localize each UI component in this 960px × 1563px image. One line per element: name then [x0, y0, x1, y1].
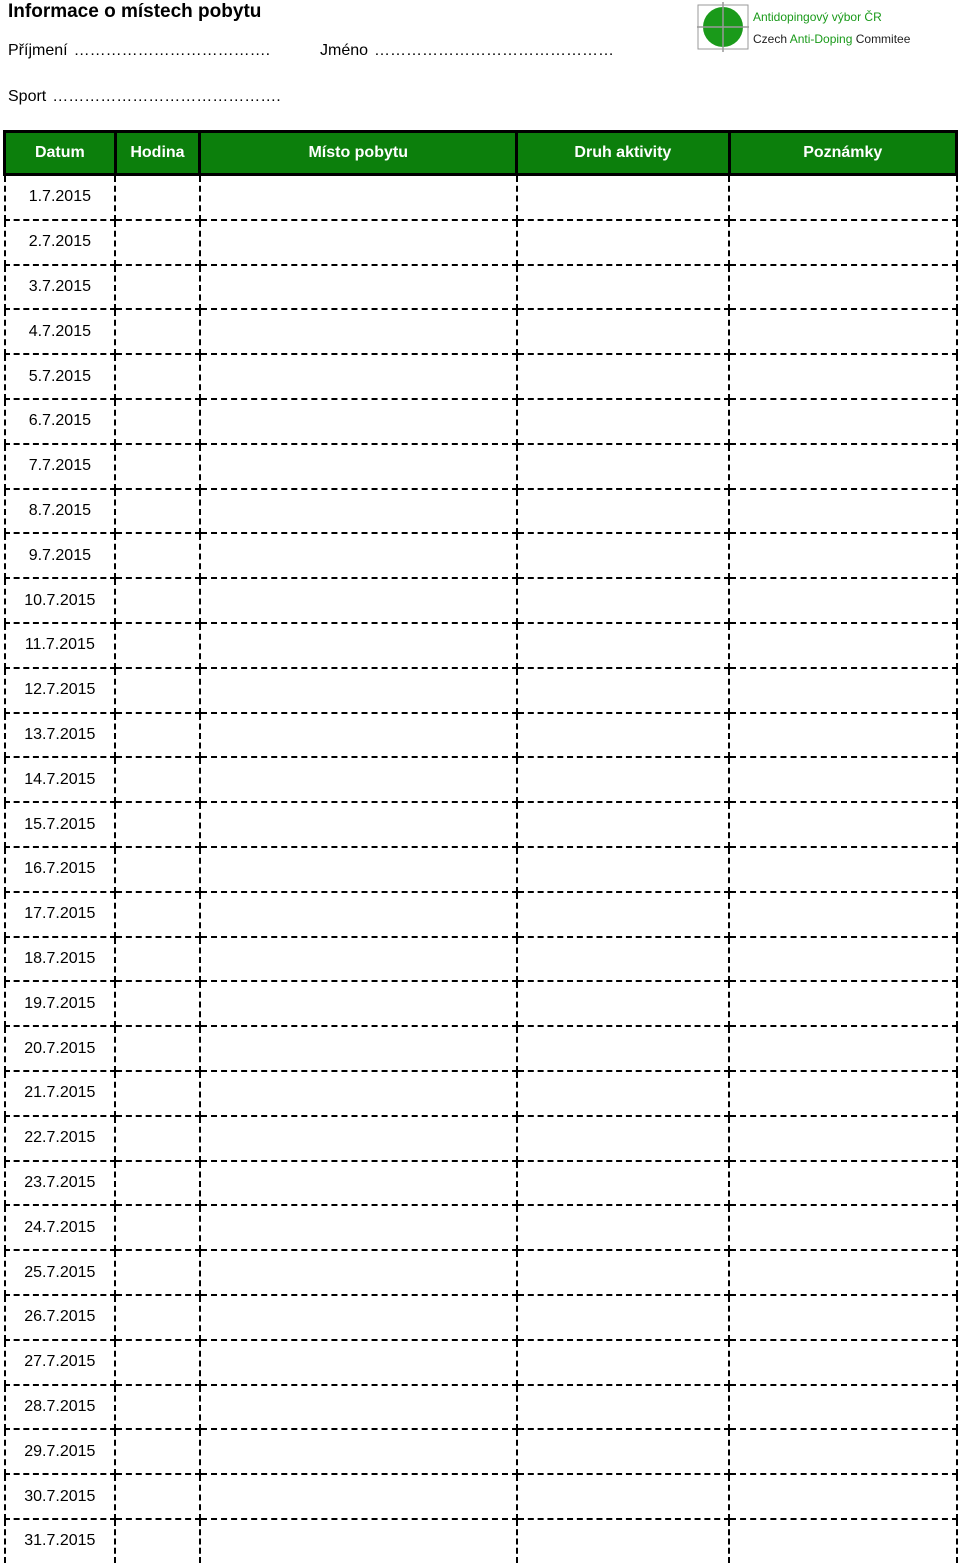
hour-cell[interactable] — [115, 847, 200, 892]
activity-cell[interactable] — [517, 802, 729, 847]
hour-cell[interactable] — [115, 981, 200, 1026]
date-cell: 4.7.2015 — [5, 309, 116, 354]
location-cell[interactable] — [200, 937, 517, 982]
location-cell[interactable] — [200, 1519, 517, 1563]
notes-cell[interactable] — [729, 892, 956, 937]
column-header-activity: Druh aktivity — [517, 132, 729, 175]
date-cell: 20.7.2015 — [5, 1026, 116, 1071]
surname-field[interactable] — [8, 41, 270, 61]
activity-cell[interactable] — [517, 489, 729, 534]
notes-cell[interactable] — [729, 1161, 956, 1206]
table-row — [5, 1161, 957, 1206]
table-row — [5, 578, 957, 623]
activity-cell[interactable] — [517, 1026, 729, 1071]
hour-cell[interactable] — [115, 354, 200, 399]
location-cell[interactable] — [200, 802, 517, 847]
activity-cell[interactable] — [517, 713, 729, 758]
notes-cell[interactable] — [729, 1205, 956, 1250]
hour-cell[interactable] — [115, 175, 200, 220]
whereabouts-table — [3, 130, 958, 1563]
location-cell[interactable] — [200, 1340, 517, 1385]
activity-cell[interactable] — [517, 937, 729, 982]
date-cell: 9.7.2015 — [5, 533, 116, 578]
date-cell: 13.7.2015 — [5, 713, 116, 758]
date-cell: 22.7.2015 — [5, 1116, 116, 1161]
location-cell[interactable] — [200, 533, 517, 578]
activity-cell[interactable] — [517, 533, 729, 578]
location-cell[interactable] — [200, 265, 517, 310]
surname-blank: ………………………………. — [73, 42, 271, 59]
hour-cell[interactable] — [115, 937, 200, 982]
notes-cell[interactable] — [729, 1519, 956, 1563]
table-row — [5, 668, 957, 713]
date-cell: 27.7.2015 — [5, 1340, 116, 1385]
table-row — [5, 802, 957, 847]
table-row — [5, 1116, 957, 1161]
hour-cell[interactable] — [115, 578, 200, 623]
table-row — [5, 533, 957, 578]
hour-cell[interactable] — [115, 668, 200, 713]
hour-cell[interactable] — [115, 1161, 200, 1206]
table-row — [5, 220, 957, 265]
column-header-date: Datum — [5, 132, 116, 175]
table-row — [5, 175, 957, 220]
notes-cell[interactable] — [729, 847, 956, 892]
location-cell[interactable] — [200, 1295, 517, 1340]
table-row — [5, 1519, 957, 1563]
activity-cell[interactable] — [517, 847, 729, 892]
location-cell[interactable] — [200, 1161, 517, 1206]
activity-cell[interactable] — [517, 1250, 729, 1295]
notes-cell[interactable] — [729, 265, 956, 310]
page-title: Informace o místech pobytu — [8, 1, 262, 22]
logo-line-english: Czech Anti-Doping Commitee — [753, 32, 911, 46]
location-cell[interactable] — [200, 623, 517, 668]
activity-cell[interactable] — [517, 399, 729, 444]
notes-cell[interactable] — [729, 1474, 956, 1519]
location-cell[interactable] — [200, 175, 517, 220]
hour-cell[interactable] — [115, 1205, 200, 1250]
notes-cell[interactable] — [729, 489, 956, 534]
hour-cell[interactable] — [115, 309, 200, 354]
activity-cell[interactable] — [517, 1340, 729, 1385]
date-cell: 28.7.2015 — [5, 1385, 116, 1430]
date-cell: 14.7.2015 — [5, 757, 116, 802]
activity-cell[interactable] — [517, 981, 729, 1026]
table-row — [5, 892, 957, 937]
notes-cell[interactable] — [729, 1071, 956, 1116]
notes-cell[interactable] — [729, 533, 956, 578]
activity-cell[interactable] — [517, 1385, 729, 1430]
notes-cell[interactable] — [729, 309, 956, 354]
anti-doping-logo — [697, 2, 947, 52]
location-cell[interactable] — [200, 847, 517, 892]
column-header-location: Místo pobytu — [200, 132, 517, 175]
notes-cell[interactable] — [729, 354, 956, 399]
activity-cell[interactable] — [517, 265, 729, 310]
activity-cell[interactable] — [517, 1116, 729, 1161]
location-cell[interactable] — [200, 444, 517, 489]
table-row — [5, 354, 957, 399]
date-cell: 15.7.2015 — [5, 802, 116, 847]
activity-cell[interactable] — [517, 309, 729, 354]
table-row — [5, 399, 957, 444]
hour-cell[interactable] — [115, 1340, 200, 1385]
table-row — [5, 265, 957, 310]
notes-cell[interactable] — [729, 1116, 956, 1161]
date-cell: 29.7.2015 — [5, 1429, 116, 1474]
date-cell: 2.7.2015 — [5, 220, 116, 265]
location-cell[interactable] — [200, 1205, 517, 1250]
notes-cell[interactable] — [729, 444, 956, 489]
notes-cell[interactable] — [729, 1385, 956, 1430]
date-cell: 18.7.2015 — [5, 937, 116, 982]
hour-cell[interactable] — [115, 1250, 200, 1295]
hour-cell[interactable] — [115, 892, 200, 937]
date-cell: 10.7.2015 — [5, 578, 116, 623]
notes-cell[interactable] — [729, 1295, 956, 1340]
location-cell[interactable] — [200, 489, 517, 534]
location-cell[interactable] — [200, 1385, 517, 1430]
notes-cell[interactable] — [729, 399, 956, 444]
table-row — [5, 757, 957, 802]
date-cell: 8.7.2015 — [5, 489, 116, 534]
activity-cell[interactable] — [517, 175, 729, 220]
date-cell: 5.7.2015 — [5, 354, 116, 399]
location-cell[interactable] — [200, 309, 517, 354]
table-header-row — [5, 132, 957, 175]
hour-cell[interactable] — [115, 1026, 200, 1071]
location-cell[interactable] — [200, 757, 517, 802]
activity-cell[interactable] — [517, 1474, 729, 1519]
hour-cell[interactable] — [115, 623, 200, 668]
hour-cell[interactable] — [115, 1071, 200, 1116]
notes-cell[interactable] — [729, 757, 956, 802]
table-row — [5, 1429, 957, 1474]
notes-cell[interactable] — [729, 713, 956, 758]
activity-cell[interactable] — [517, 1205, 729, 1250]
date-cell: 17.7.2015 — [5, 892, 116, 937]
location-cell[interactable] — [200, 1071, 517, 1116]
notes-cell[interactable] — [729, 1026, 956, 1071]
location-cell[interactable] — [200, 578, 517, 623]
hour-cell[interactable] — [115, 220, 200, 265]
hour-cell[interactable] — [115, 1385, 200, 1430]
location-cell[interactable] — [200, 1474, 517, 1519]
activity-cell[interactable] — [517, 220, 729, 265]
location-cell[interactable] — [200, 713, 517, 758]
activity-cell[interactable] — [517, 1429, 729, 1474]
hour-cell[interactable] — [115, 713, 200, 758]
table-row — [5, 937, 957, 982]
table-row — [5, 1474, 957, 1519]
hour-cell[interactable] — [115, 1474, 200, 1519]
table-row — [5, 1071, 957, 1116]
table-row — [5, 981, 957, 1026]
activity-cell[interactable] — [517, 892, 729, 937]
date-cell: 11.7.2015 — [5, 623, 116, 668]
notes-cell[interactable] — [729, 802, 956, 847]
date-cell: 31.7.2015 — [5, 1519, 116, 1563]
notes-cell[interactable] — [729, 175, 956, 220]
hour-cell[interactable] — [115, 265, 200, 310]
activity-cell[interactable] — [517, 578, 729, 623]
hour-cell[interactable] — [115, 1519, 200, 1563]
location-cell[interactable] — [200, 1429, 517, 1474]
table-row — [5, 1250, 957, 1295]
surname-label: Příjmení — [8, 42, 68, 59]
table-row — [5, 1205, 957, 1250]
date-cell: 25.7.2015 — [5, 1250, 116, 1295]
table-row — [5, 444, 957, 489]
notes-cell[interactable] — [729, 981, 956, 1026]
notes-cell[interactable] — [729, 1429, 956, 1474]
date-cell: 23.7.2015 — [5, 1161, 116, 1206]
first-name-blank: ……………………………………… — [374, 42, 615, 59]
hour-cell[interactable] — [115, 489, 200, 534]
location-cell[interactable] — [200, 668, 517, 713]
activity-cell[interactable] — [517, 1161, 729, 1206]
notes-cell[interactable] — [729, 1340, 956, 1385]
location-cell[interactable] — [200, 1026, 517, 1071]
location-cell[interactable] — [200, 981, 517, 1026]
table-body — [5, 175, 957, 1563]
date-cell: 30.7.2015 — [5, 1474, 116, 1519]
activity-cell[interactable] — [517, 354, 729, 399]
table-row — [5, 847, 957, 892]
logo-line-czech: Antidopingový výbor ČR — [753, 10, 882, 24]
activity-cell[interactable] — [517, 1071, 729, 1116]
activity-cell[interactable] — [517, 623, 729, 668]
date-cell: 7.7.2015 — [5, 444, 116, 489]
date-cell: 21.7.2015 — [5, 1071, 116, 1116]
date-cell: 16.7.2015 — [5, 847, 116, 892]
hour-cell[interactable] — [115, 757, 200, 802]
target-crosshair-icon — [697, 2, 749, 52]
sport-label: Sport — [8, 88, 47, 105]
date-cell: 24.7.2015 — [5, 1205, 116, 1250]
date-cell: 26.7.2015 — [5, 1295, 116, 1340]
hour-cell[interactable] — [115, 399, 200, 444]
notes-cell[interactable] — [729, 668, 956, 713]
table-row — [5, 309, 957, 354]
sport-blank: ……………………………………. — [52, 88, 281, 105]
date-cell: 6.7.2015 — [5, 399, 116, 444]
hour-cell[interactable] — [115, 802, 200, 847]
notes-cell[interactable] — [729, 1250, 956, 1295]
table-row — [5, 713, 957, 758]
hour-cell[interactable] — [115, 1295, 200, 1340]
location-cell[interactable] — [200, 399, 517, 444]
date-cell: 19.7.2015 — [5, 981, 116, 1026]
sport-field[interactable] — [8, 87, 281, 107]
notes-cell[interactable] — [729, 623, 956, 668]
location-cell[interactable] — [200, 1250, 517, 1295]
location-cell[interactable] — [200, 220, 517, 265]
table-row — [5, 1340, 957, 1385]
column-header-hour: Hodina — [115, 132, 200, 175]
first-name-field[interactable] — [320, 41, 614, 61]
hour-cell[interactable] — [115, 1116, 200, 1161]
first-name-label: Jméno — [320, 42, 369, 59]
date-cell: 3.7.2015 — [5, 265, 116, 310]
notes-cell[interactable] — [729, 937, 956, 982]
table-row — [5, 623, 957, 668]
table-row — [5, 489, 957, 534]
hour-cell[interactable] — [115, 1429, 200, 1474]
activity-cell[interactable] — [517, 668, 729, 713]
location-cell[interactable] — [200, 1116, 517, 1161]
table-row — [5, 1026, 957, 1071]
activity-cell[interactable] — [517, 1295, 729, 1340]
location-cell[interactable] — [200, 354, 517, 399]
hour-cell[interactable] — [115, 533, 200, 578]
table-row — [5, 1385, 957, 1430]
hour-cell[interactable] — [115, 444, 200, 489]
date-cell: 1.7.2015 — [5, 175, 116, 220]
activity-cell[interactable] — [517, 757, 729, 802]
activity-cell[interactable] — [517, 444, 729, 489]
notes-cell[interactable] — [729, 220, 956, 265]
table-row — [5, 1295, 957, 1340]
column-header-notes: Poznámky — [729, 132, 956, 175]
notes-cell[interactable] — [729, 578, 956, 623]
activity-cell[interactable] — [517, 1519, 729, 1563]
location-cell[interactable] — [200, 892, 517, 937]
date-cell: 12.7.2015 — [5, 668, 116, 713]
